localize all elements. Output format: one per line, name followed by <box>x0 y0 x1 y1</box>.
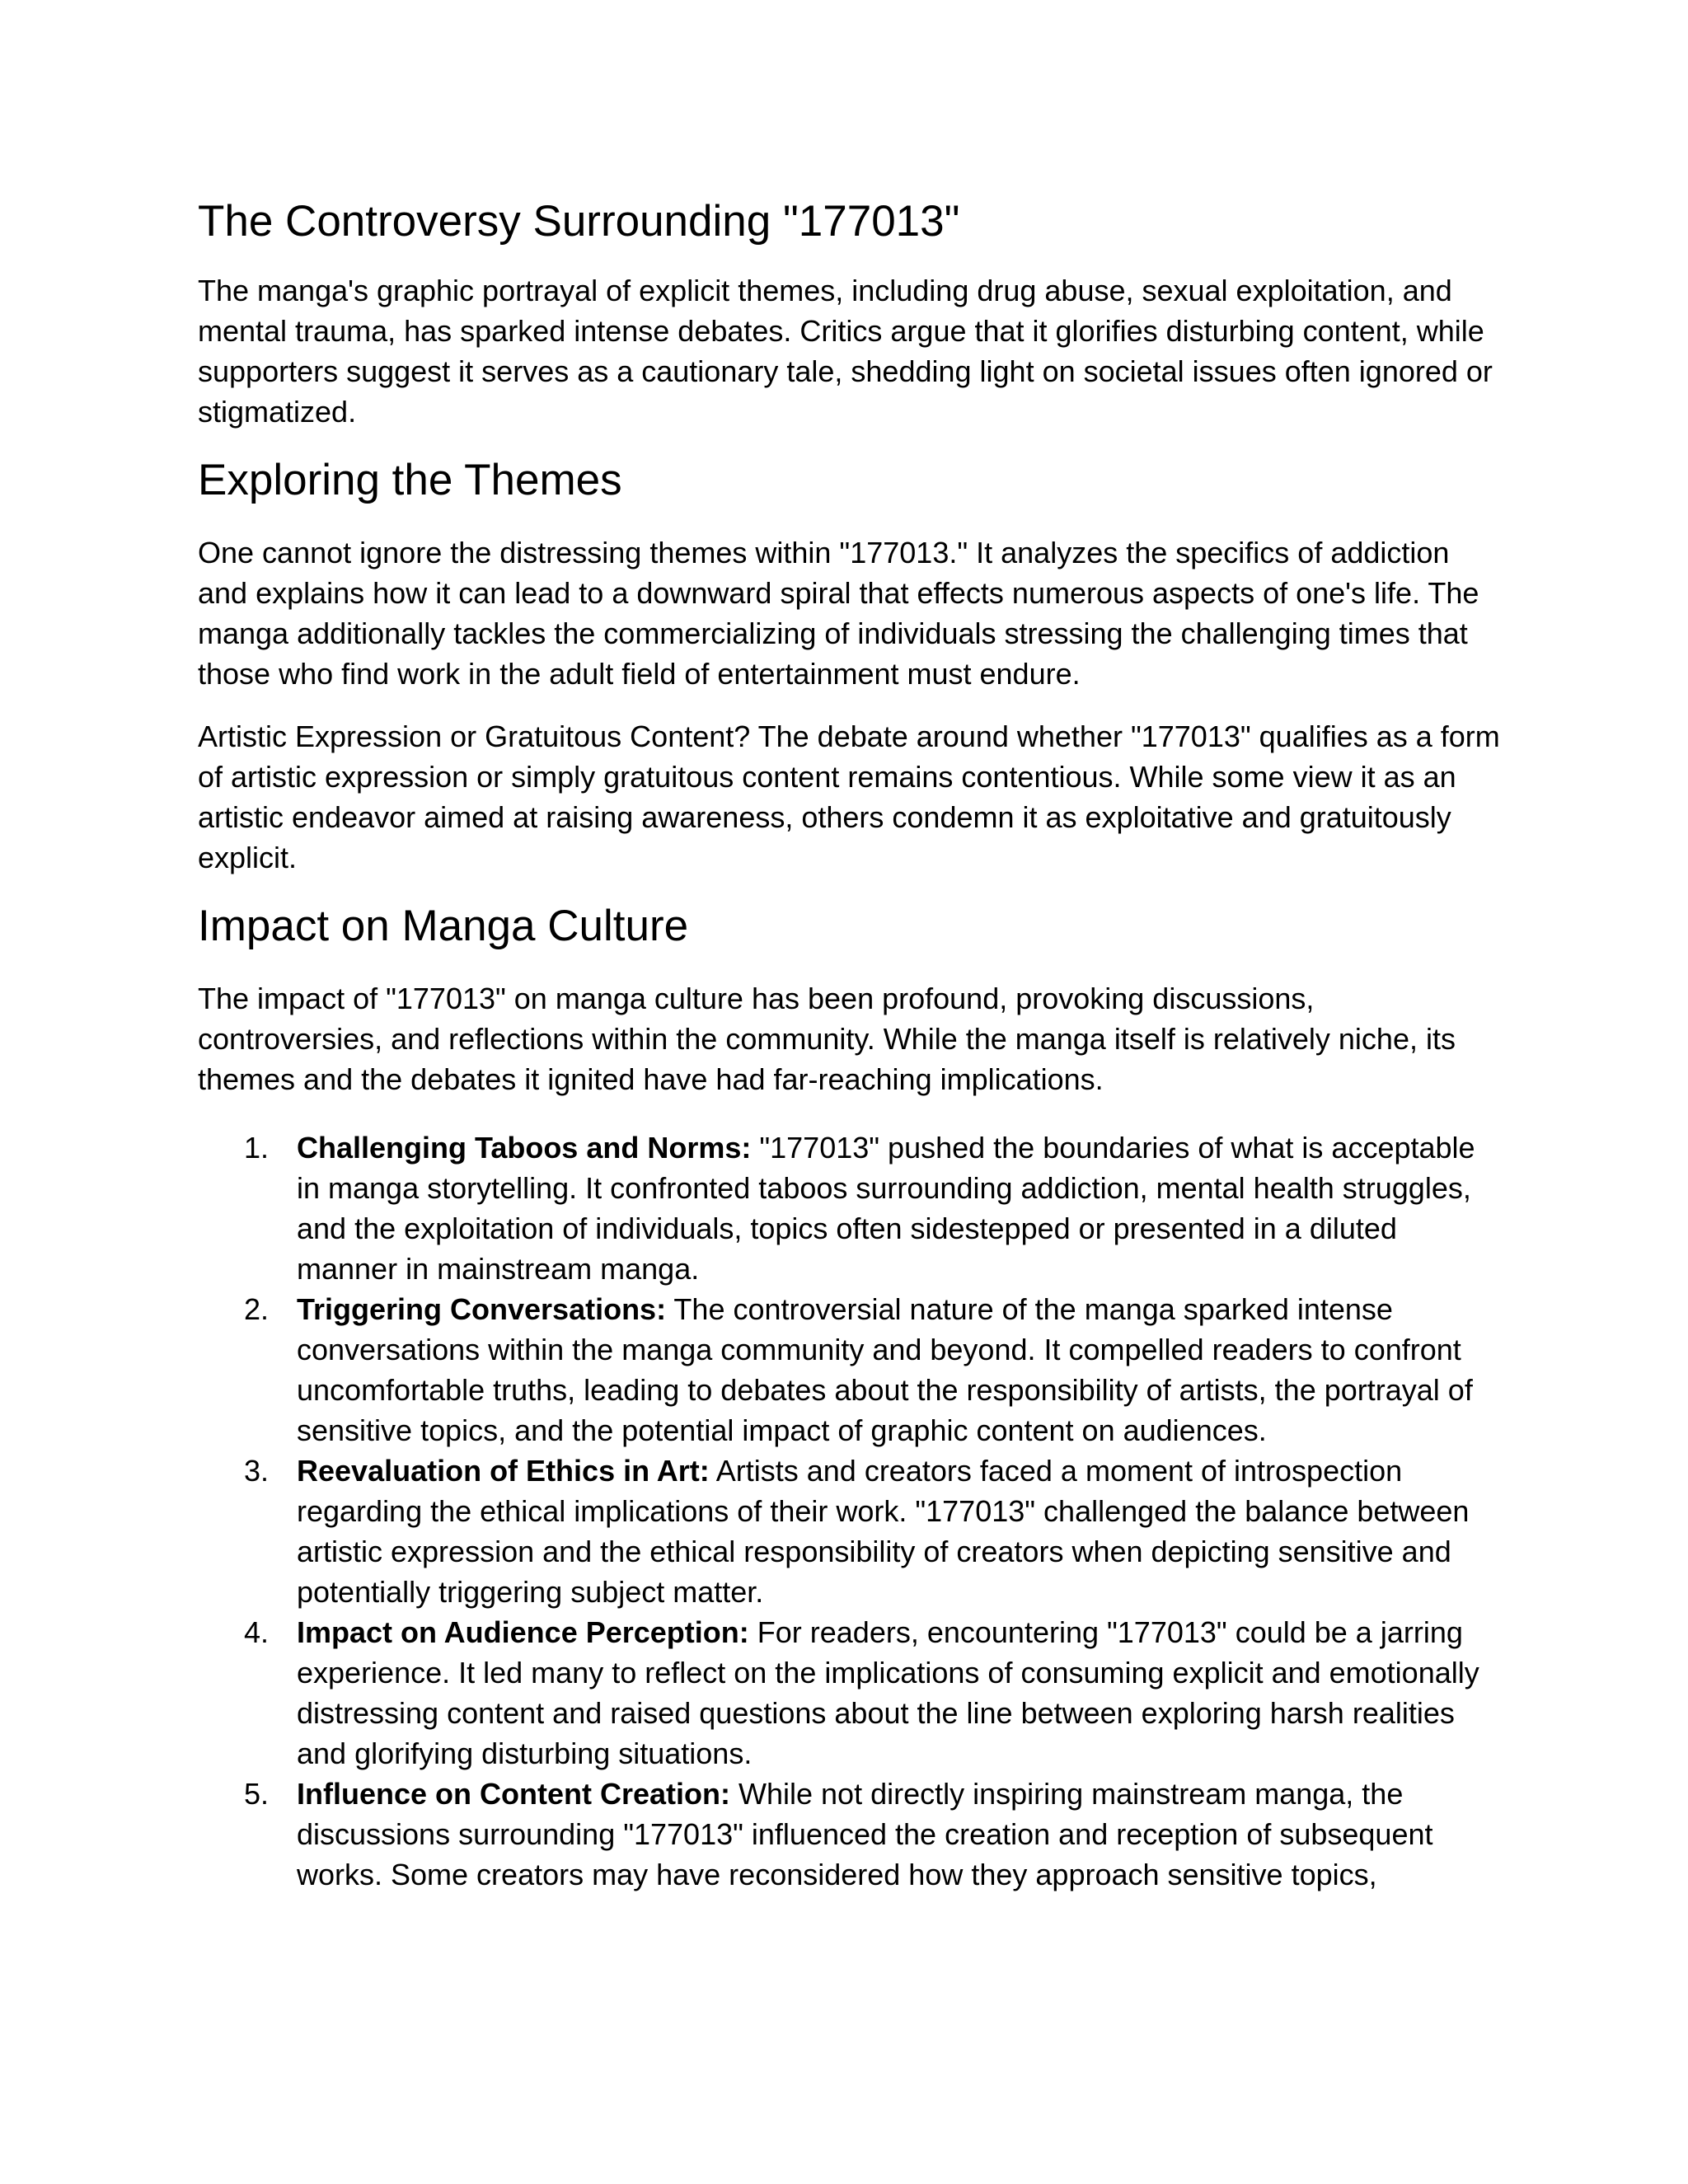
list-item <box>198 1612 1500 1774</box>
list-item-label: Triggering Conversations: <box>297 1292 667 1326</box>
list-item <box>198 1289 1500 1451</box>
list-item-text: While not directly inspiring mainstream manga, the discussions surrounding "177013" influenced the creation and reception of subsequent works. Some creators may have reconsidered how they approach sensitive topics, <box>297 1777 1433 1891</box>
list-item-number: 3. <box>244 1454 270 1488</box>
paragraph-themes-2: Artistic Expression or Gratuitous Content? The debate around whether "177013" qualifies as a form of artistic expression or simply gratuitous content remains contentious. While some view it as an artistic endeavor aimed at raising awareness, others condemn it as exploitative and gratuitously explicit. <box>198 719 1500 874</box>
list-item-label: Influence on Content Creation: <box>297 1777 730 1811</box>
list-item <box>198 1127 1500 1289</box>
heading-controversy: The Controversy Surrounding "177013" <box>198 197 960 246</box>
list-item <box>198 1774 1500 1895</box>
list-item <box>198 1451 1500 1612</box>
list-item-text: Artists and creators faced a moment of introspection regarding the ethical implications of their work. "177013" challenged the balance between artistic expression and the ethical responsibility of creators when depicting sensitive and potentially triggering subject matter. <box>297 1454 1470 1609</box>
list-item-number: 4. <box>244 1615 270 1649</box>
paragraph-impact: The impact of "177013" on manga culture has been profound, provoking discussions, controversies, and reflections within the community. While the manga itself is relatively niche, its themes and the debates it ignited have had far-reaching implications. <box>198 982 1456 1096</box>
paragraph-controversy: The manga's graphic portrayal of explicit themes, including drug abuse, sexual exploitation, and mental trauma, has sparked intense debates. Critics argue that it glorifies disturbing content, while supporters suggest it serves as a cautionary tale, shedding light on societal issues often ignored or stigmatized. <box>198 274 1493 429</box>
list-item-label: Reevaluation of Ethics in Art: <box>297 1454 710 1488</box>
list-item-number: 5. <box>244 1777 270 1811</box>
list-item-number: 2. <box>244 1292 270 1326</box>
list-item-text: "177013" pushed the boundaries of what is acceptable in manga storytelling. It confronted taboos surrounding addiction, mental health struggles, and the exploitation of individuals, topics often sidestepped or presented in a diluted manner in mainstream manga. <box>297 1131 1475 1286</box>
document-page <box>198 194 1500 1895</box>
list-item-number: 1. <box>244 1131 270 1165</box>
impact-list <box>198 1127 1500 1895</box>
list-item-label: Challenging Taboos and Norms: <box>297 1131 752 1165</box>
heading-themes: Exploring the Themes <box>198 456 622 504</box>
list-item-text: For readers, encountering "177013" could be a jarring experience. It led many to reflect on the implications of consuming explicit and emotionally distressing content and raised questions about the line between exploring harsh realities and glorifying disturbing situations. <box>297 1615 1479 1770</box>
heading-impact: Impact on Manga Culture <box>198 902 689 950</box>
paragraph-themes-1: One cannot ignore the distressing themes within "177013." It analyzes the specifics of addiction and explains how it can lead to a downward spiral that effects numerous aspects of one's life. The manga additionally tackles the commercializing of individuals stressing the challenging times that those who find work in the adult field of entertainment must endure. <box>198 536 1479 691</box>
list-item-label: Impact on Audience Perception: <box>297 1615 749 1649</box>
list-item-text: The controversial nature of the manga sparked intense conversations within the manga community and beyond. It compelled readers to confront uncomfortable truths, leading to debates about the responsibility of artists, the portrayal of sensitive topics, and the potential impact of graphic content on audiences. <box>297 1292 1473 1447</box>
